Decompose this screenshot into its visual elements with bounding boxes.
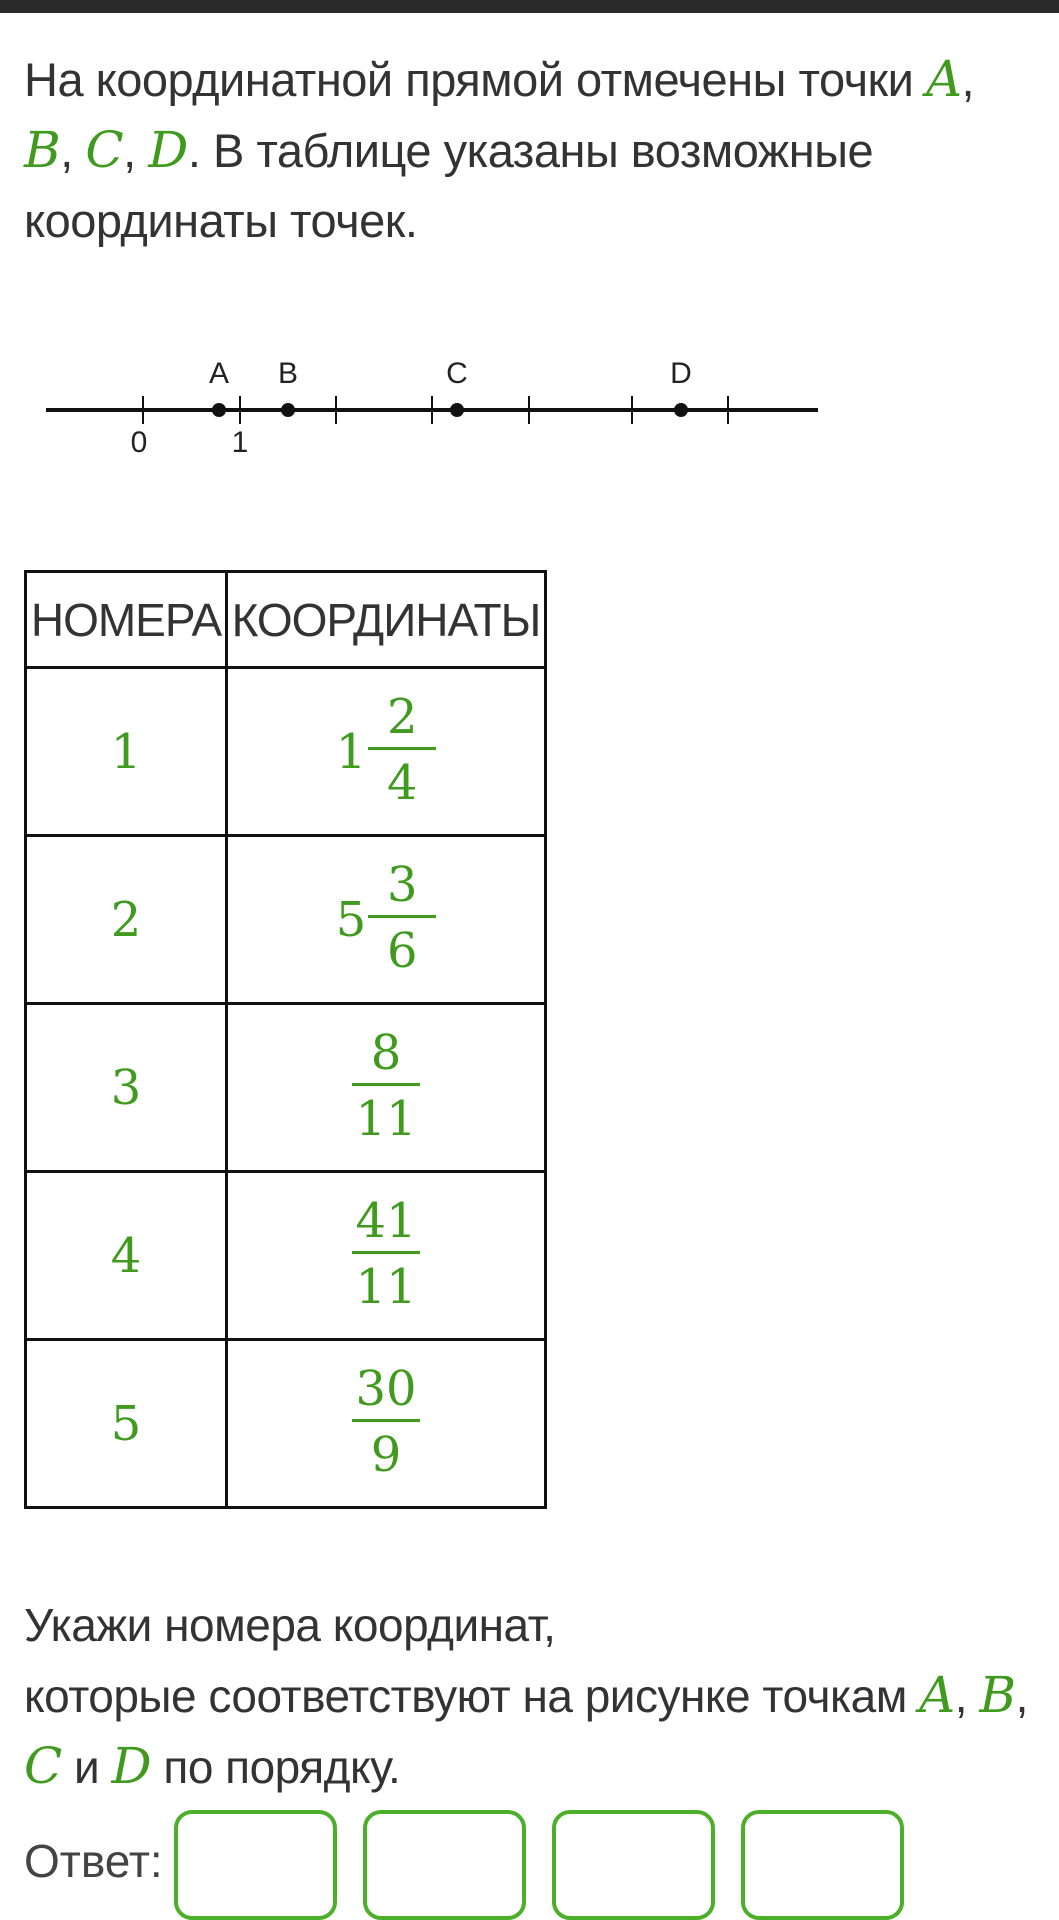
comma: , bbox=[1015, 1670, 1028, 1722]
table-header-row bbox=[26, 572, 546, 668]
task-intro-text: На координатной прямой отмечены точки bbox=[24, 53, 926, 106]
fraction bbox=[368, 687, 436, 816]
label-b: B bbox=[277, 357, 299, 390]
coordinate-cell bbox=[227, 836, 546, 1004]
point-a-dot bbox=[212, 403, 226, 417]
numerator: 41 bbox=[355, 1193, 417, 1249]
answer-input-2[interactable] bbox=[363, 1810, 526, 1920]
label-c: C bbox=[446, 357, 468, 390]
tick-label-1: 1 bbox=[231, 426, 249, 459]
answer-input-3[interactable] bbox=[552, 1810, 715, 1920]
table-row bbox=[26, 1004, 546, 1172]
numerator: 2 bbox=[386, 689, 418, 745]
question-line1: Укажи номера координат, bbox=[24, 1599, 556, 1651]
fraction bbox=[352, 1023, 420, 1152]
fraction-value bbox=[352, 1359, 420, 1488]
point-c-var: C bbox=[85, 121, 124, 179]
point-b-var: B bbox=[979, 1666, 1016, 1724]
table-row bbox=[26, 1172, 546, 1340]
table-row bbox=[26, 836, 546, 1004]
answer-input-1[interactable] bbox=[174, 1810, 337, 1920]
point-a-var: A bbox=[919, 1666, 955, 1724]
label-a: A bbox=[208, 357, 230, 390]
numerator: 8 bbox=[370, 1025, 402, 1081]
point-a-var: A bbox=[925, 50, 962, 108]
coordinate-cell bbox=[227, 1004, 546, 1172]
table-row bbox=[26, 668, 546, 836]
number-line bbox=[0, 350, 840, 470]
answer-input-4[interactable] bbox=[741, 1810, 904, 1920]
task-statement bbox=[24, 44, 1024, 256]
row-number: 4 bbox=[26, 1172, 227, 1340]
question-text bbox=[24, 1590, 1034, 1802]
label-d: D bbox=[670, 357, 692, 390]
comma: , bbox=[123, 124, 149, 177]
whole-part: 5 bbox=[335, 891, 367, 948]
point-d-var: D bbox=[148, 121, 188, 179]
mixed-fraction bbox=[336, 687, 437, 816]
question-line2: которые соответствуют на рисунке точкам bbox=[24, 1670, 920, 1722]
table-row bbox=[26, 1340, 546, 1508]
row-number: 1 bbox=[26, 668, 227, 836]
mixed-fraction bbox=[336, 855, 437, 984]
row-number: 2 bbox=[26, 836, 227, 1004]
row-number: 3 bbox=[26, 1004, 227, 1172]
point-d-var: D bbox=[111, 1737, 152, 1795]
fraction bbox=[352, 1359, 420, 1488]
fraction-value bbox=[352, 1023, 420, 1152]
point-c-var: C bbox=[24, 1737, 62, 1795]
coordinate-cell bbox=[227, 1340, 546, 1508]
denominator: 6 bbox=[386, 923, 418, 979]
coordinate-cell bbox=[227, 1172, 546, 1340]
denominator: 11 bbox=[355, 1091, 417, 1147]
header-coordinates: КООРДИНАТЫ bbox=[227, 572, 546, 668]
fraction bbox=[352, 1191, 420, 1320]
comma: , bbox=[60, 124, 86, 177]
coordinate-cell bbox=[227, 668, 546, 836]
point-c-dot bbox=[450, 403, 464, 417]
point-d-dot bbox=[674, 403, 688, 417]
and-word: и bbox=[61, 1741, 112, 1793]
denominator: 4 bbox=[386, 755, 418, 811]
question-tail: по порядку. bbox=[151, 1741, 401, 1793]
tick-label-0: 0 bbox=[130, 426, 148, 459]
task-intro-rest: . В таблице указаны возможные координаты точек. bbox=[24, 124, 874, 247]
coordinates-table bbox=[24, 570, 547, 1509]
denominator: 11 bbox=[355, 1259, 417, 1315]
whole-part: 1 bbox=[335, 723, 367, 780]
fraction bbox=[368, 855, 436, 984]
answer-label: Ответ: bbox=[24, 1835, 163, 1887]
row-number: 5 bbox=[26, 1340, 227, 1508]
numerator: 3 bbox=[386, 857, 418, 913]
point-b-dot bbox=[281, 403, 295, 417]
header-numbers: НОМЕРА bbox=[26, 572, 227, 668]
fraction-value bbox=[352, 1191, 420, 1320]
top-bar bbox=[0, 0, 1059, 13]
denominator: 9 bbox=[370, 1427, 402, 1483]
point-b-var: B bbox=[24, 121, 61, 179]
comma: , bbox=[961, 53, 975, 106]
comma: , bbox=[954, 1670, 980, 1722]
numerator: 30 bbox=[355, 1361, 417, 1417]
